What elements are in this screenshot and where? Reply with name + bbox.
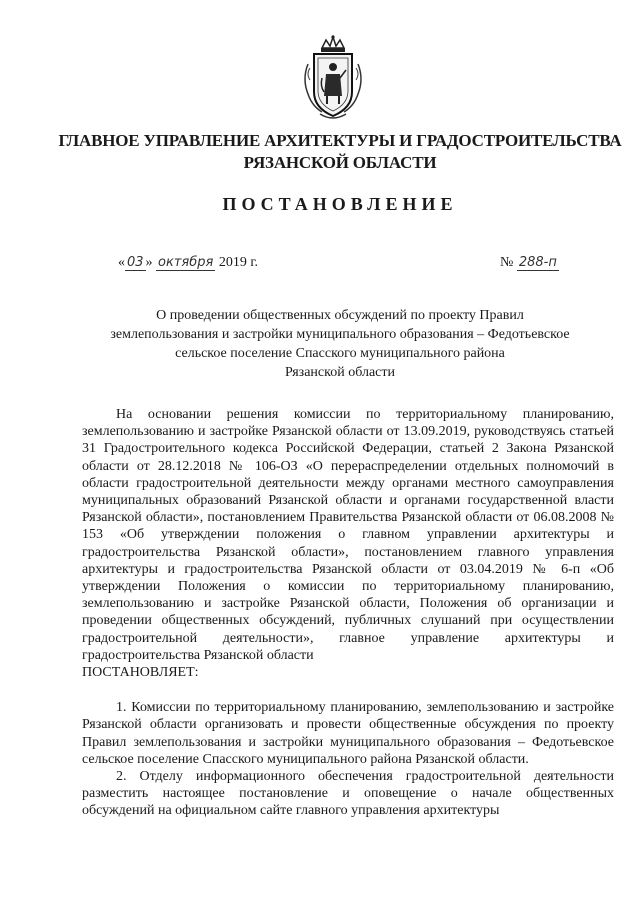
resolves-heading: ПОСТАНОВЛЯЕТ: xyxy=(82,665,199,681)
date-day-handwritten: 03 xyxy=(127,255,144,270)
date-year: 2019 г. xyxy=(218,255,259,270)
document-date xyxy=(118,255,258,271)
item-1-paragraph: 1. Комиссии по территориальному планированию, землепользованию и застройке Рязанской области организовать и провести общественные обсуждения по проекту Правил землепользования и застройки муниципального образования – Федотьевское сельское поселение Спасского муниципального района Рязанской области. xyxy=(82,700,614,767)
subject-line-4: Рязанской области xyxy=(284,365,396,380)
date-open-quote: « xyxy=(118,255,125,270)
organization-name xyxy=(40,130,640,174)
date-month-handwritten: октября xyxy=(158,255,214,270)
preamble-paragraph: На основании решения комиссии по территориальному планированию, землепользованию и застройке Рязанской области от 13.09.2019, руководствуясь статьей 31 Градостроительного кодекса Российской Федерации, статьей 2 Закона Рязанской области от 28.12.2018 № 106-ОЗ «О перераспределении отдельных полномочий в области градостроительной деятельности между органами местного самоуправления муниципальных образований Рязанской области и органами государственной власти Рязанской области», постановлением Правительства Рязанской области от 06.08.2008 № 153 «Об утверждении положения о главном управлении архитектуры и градостроительства Рязанской области», постановлением главного управления архитектуры и градостроительства Рязанской области от 03.04.2019 № 6-п «Об утверждении Положения о комиссии по территориальному планированию, землепользованию и застройке Рязанской области, Положения об организации и проведении общественных обсуждений, публичных слушаний при осуществлении градостроительной деятельности», главное управление архитектуры и градостроительства Рязанской области xyxy=(82,407,614,663)
item-2-paragraph: 2. Отделу информационного обеспечения градостроительной деятельности разместить настоящее постановление и оповещение о начале общественных обсуждений на официальном сайте главного управления архитектуры xyxy=(82,769,614,819)
number-label: № xyxy=(500,255,514,270)
date-close-quote: » xyxy=(145,255,153,270)
subject-line-2: землепользования и застройки муниципального образования – Федотьевское xyxy=(110,327,570,342)
subject-line-1: О проведении общественных обсуждений по проекту Правил xyxy=(156,308,524,323)
number-value-handwritten: 288-п xyxy=(518,255,557,270)
organization-name-line-2: РЯЗАНСКОЙ ОБЛАСТИ xyxy=(243,153,437,172)
document-number xyxy=(500,255,559,271)
document-subject xyxy=(60,306,620,382)
paragraph-spacer xyxy=(82,681,614,699)
organization-name-line-1: ГЛАВНОЕ УПРАВЛЕНИЕ АРХИТЕКТУРЫ И ГРАДОСТРОИТЕЛЬСТВА xyxy=(58,131,622,150)
document-body xyxy=(82,406,614,820)
coat-of-arms-emblem xyxy=(300,34,366,122)
subject-line-3: сельское поселение Спасского муниципального района xyxy=(175,346,505,361)
document-type-title: ПОСТАНОВЛЕНИЕ xyxy=(222,194,458,214)
